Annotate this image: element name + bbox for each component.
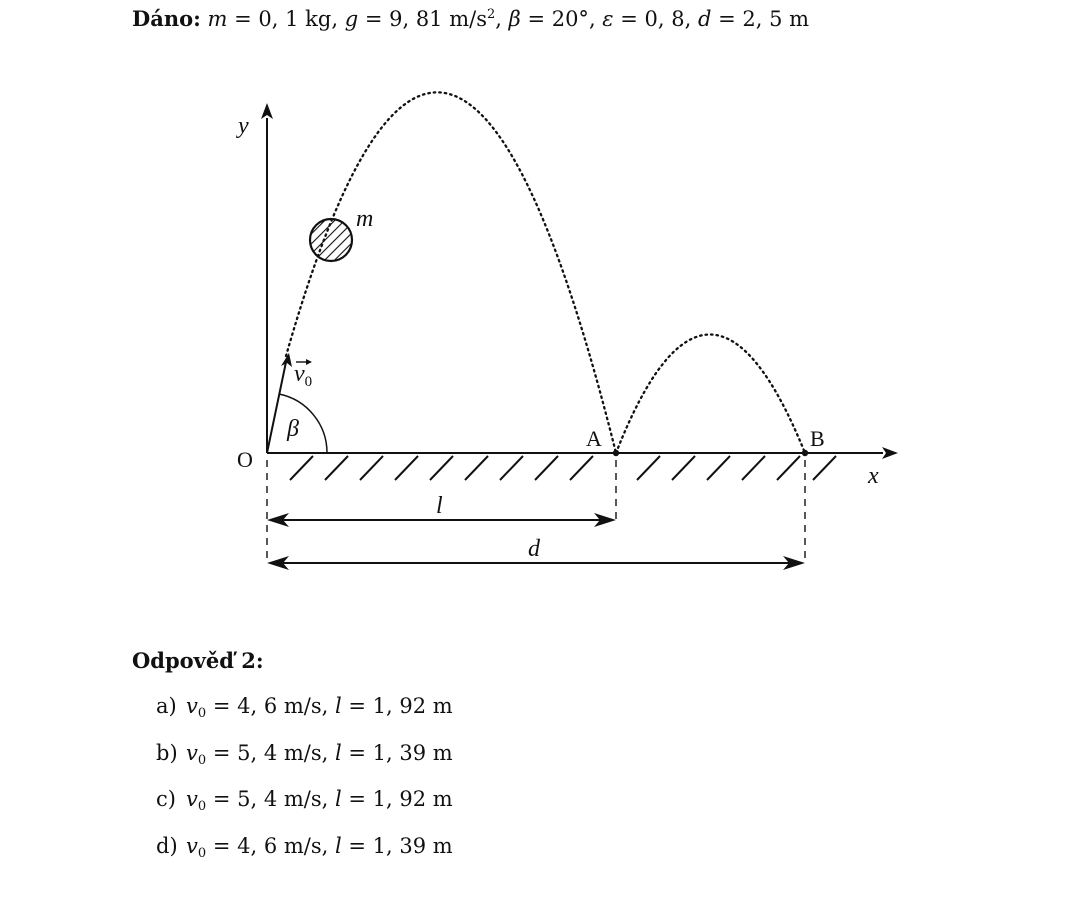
angle-beta-label: β (287, 416, 299, 442)
given-beta-symbol: β (508, 7, 521, 31)
option-letter: a) (156, 694, 177, 718)
point-b-label: B (810, 426, 825, 451)
mass-label: m (356, 206, 374, 232)
answer-option-d[interactable]: d) $v_0 = 4$, 6 m/s, l = 1, 39 m (156, 833, 453, 861)
given-d-symbol: d (697, 7, 712, 31)
ground-hatching (290, 456, 836, 480)
option-letter: c) (156, 787, 176, 811)
x-axis-label: x (868, 463, 879, 489)
trajectory-second-arc (616, 335, 805, 454)
given-epsilon-symbol: ε (602, 7, 614, 31)
answer-option-a[interactable]: a) $v_0 = 4$, 6 m/s, l = 1, 92 m (156, 694, 453, 721)
velocity-label: $v_0$ (294, 361, 313, 390)
y-axis-arrowhead (261, 103, 273, 119)
given-heading: Dáno: (132, 6, 201, 31)
given-line: Dáno: m = 0, 1 kg, g = 9, 81 $m/s^2$, β = 20°, ε = 0, 8, d = 2, 5 m (132, 6, 810, 31)
point-b-dot (802, 450, 808, 456)
option-letter: b) (156, 740, 178, 765)
mass-ball (310, 219, 352, 261)
answer-option-c[interactable]: c) $v_0 = 5$, 4 m/s, l = 1, 92 m (156, 787, 453, 814)
answer-options (156, 694, 453, 880)
given-g-symbol: g (344, 7, 359, 31)
velocity-label-arrowhead (306, 359, 312, 365)
answer-heading: Odpověď 2: (132, 648, 264, 673)
origin-label: O (237, 447, 253, 472)
x-axis-arrowhead (882, 447, 898, 459)
dimension-d-label: d (528, 536, 540, 562)
given-m-symbol: m (207, 7, 228, 31)
velocity-vector (267, 362, 286, 453)
dimension-l-label: l (436, 493, 443, 519)
option-letter: d) (156, 833, 178, 858)
point-a-dot (613, 450, 619, 456)
answer-option-b[interactable]: b) $v_0 = 5$, 4 m/s, l = 1, 39 m (156, 740, 453, 768)
trajectory-first-arc (286, 92, 616, 453)
point-a-label: A (586, 426, 602, 451)
y-axis-label: y (238, 113, 249, 139)
